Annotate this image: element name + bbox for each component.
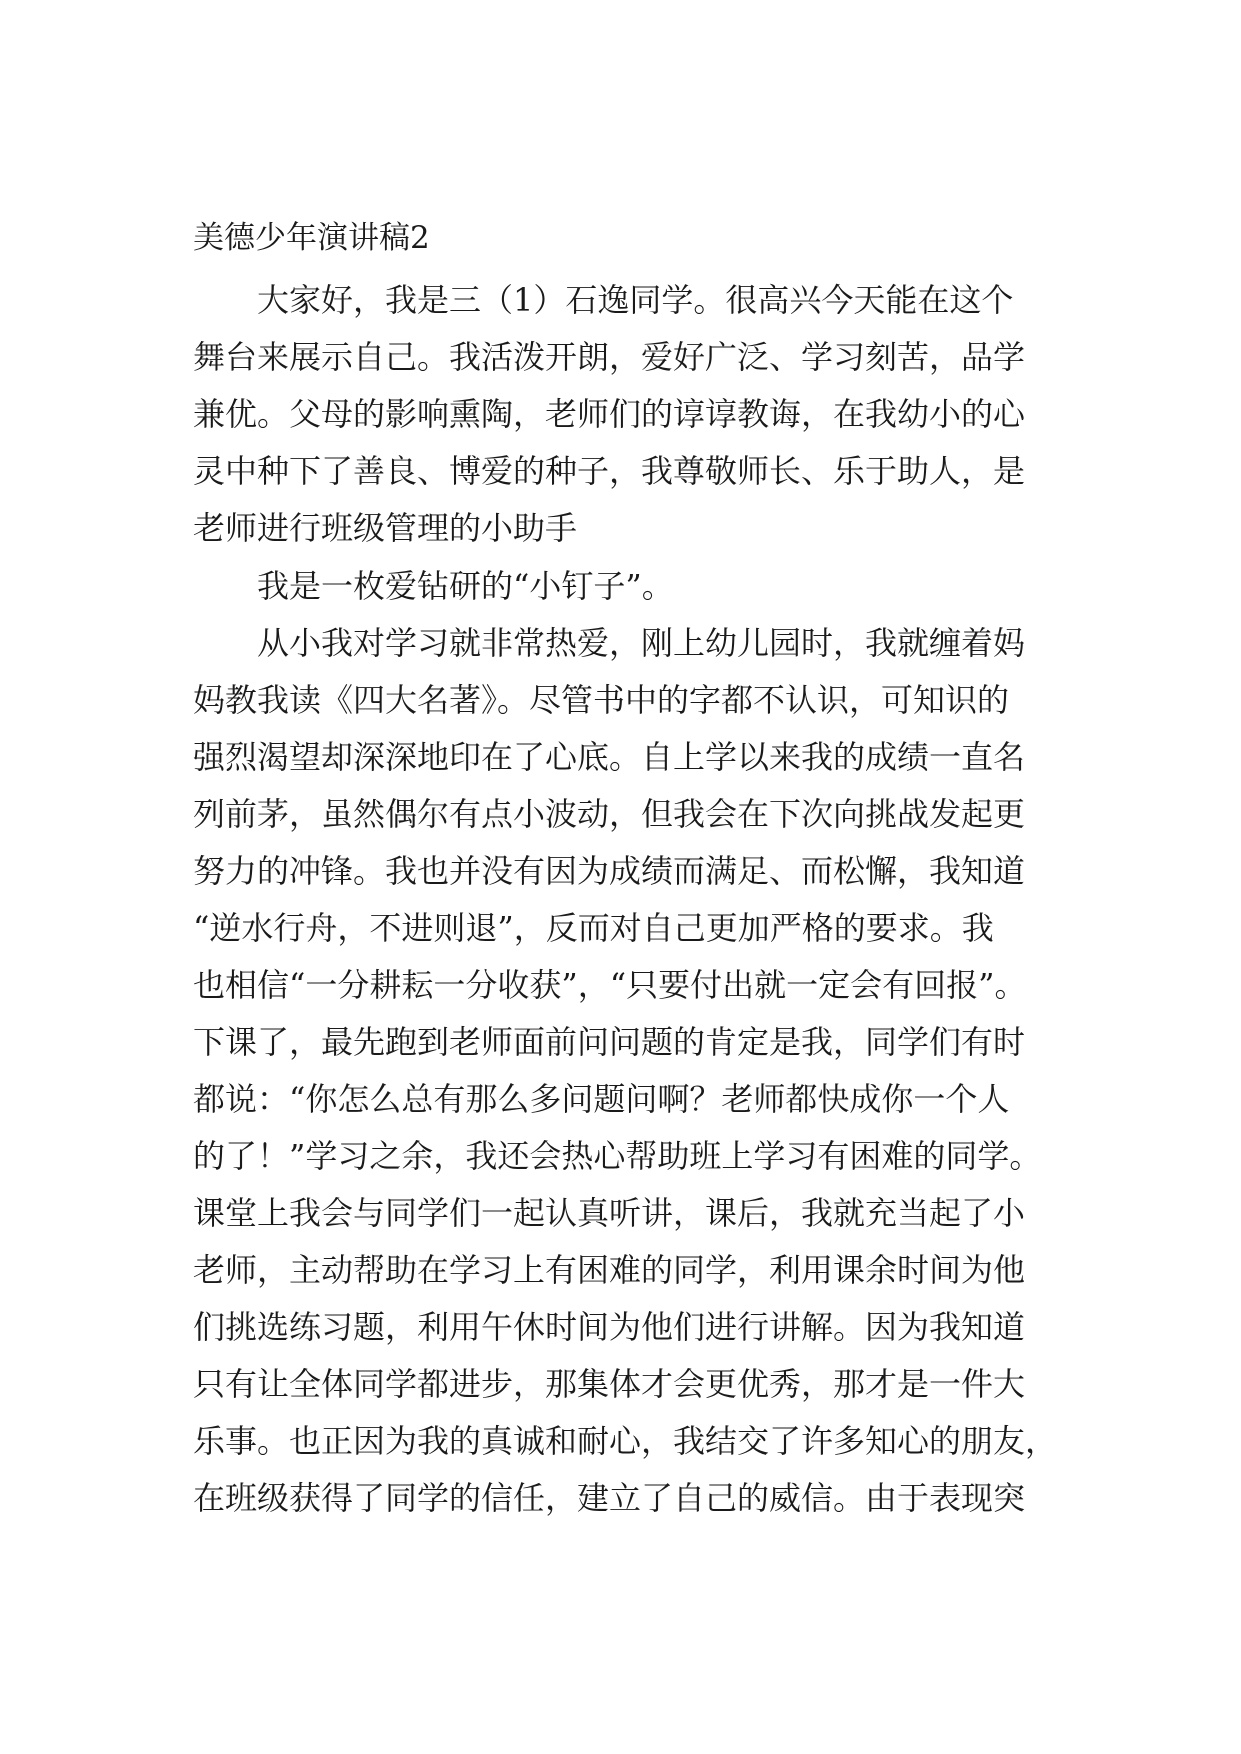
text-line: 强烈渴望却深深地印在了心底。自上学以来我的成绩一直名 — [193, 738, 1026, 776]
text-line: 从小我对学习就非常热爱，刚上幼儿园时，我就缠着妈 — [257, 624, 1026, 662]
text-line: “逆水行舟，不进则退”，反而对自己更加严格的要求。我 — [193, 909, 994, 947]
text-line: 老师，主动帮助在学习上有困难的同学，利用课余时间为他 — [193, 1251, 1026, 1289]
text-line: 努力的冲锋。我也并没有因为成绩而满足、而松懈，我知道 — [193, 852, 1026, 890]
text-line: 们挑选练习题，利用午休时间为他们进行讲解。因为我知道 — [193, 1308, 1026, 1346]
document-title: 美德少年演讲稿2 — [193, 220, 430, 256]
text-line: 课堂上我会与同学们一起认真听讲，课后，我就充当起了小 — [193, 1194, 1026, 1232]
text-line: 舞台来展示自己。我活泼开朗，爱好广泛、学习刻苦，品学 — [193, 338, 1026, 376]
text-line: 妈教我读《四大名著》。尽管书中的字都不认识，可知识的 — [193, 681, 1010, 719]
text-line: 下课了，最先跑到老师面前问问题的肯定是我，同学们有时 — [193, 1023, 1026, 1061]
text-line: 大家好，我是三（1）石逸同学。很高兴今天能在这个 — [257, 281, 1014, 319]
text-line: 乐事。也正因为我的真诚和耐心，我结交了许多知心的朋友， — [193, 1422, 1058, 1460]
text-line: 只有让全体同学都进步，那集体才会更优秀，那才是一件大 — [193, 1365, 1026, 1403]
text-line: 灵中种下了善良、博爱的种子，我尊敬师长、乐于助人，是 — [193, 452, 1026, 490]
text-line: 兼优。父母的影响熏陶，老师们的谆谆教诲，在我幼小的心 — [193, 395, 1026, 433]
text-line: 老师进行班级管理的小助手 — [193, 509, 578, 547]
text-line: 在班级获得了同学的信任，建立了自己的威信。由于表现突 — [193, 1479, 1026, 1517]
text-line: 的了！”学习之余，我还会热心帮助班上学习有困难的同学。 — [193, 1137, 1042, 1175]
text-line: 都说：“你怎么总有那么多问题问啊？老师都快成你一个人 — [193, 1080, 1010, 1118]
text-line: 我是一枚爱钻研的“小钉子”。 — [257, 567, 674, 605]
text-line: 列前茅，虽然偶尔有点小波动，但我会在下次向挑战发起更 — [193, 795, 1026, 833]
text-line: 也相信“一分耕耘一分收获”，“只要付出就一定会有回报”。 — [193, 966, 1027, 1004]
